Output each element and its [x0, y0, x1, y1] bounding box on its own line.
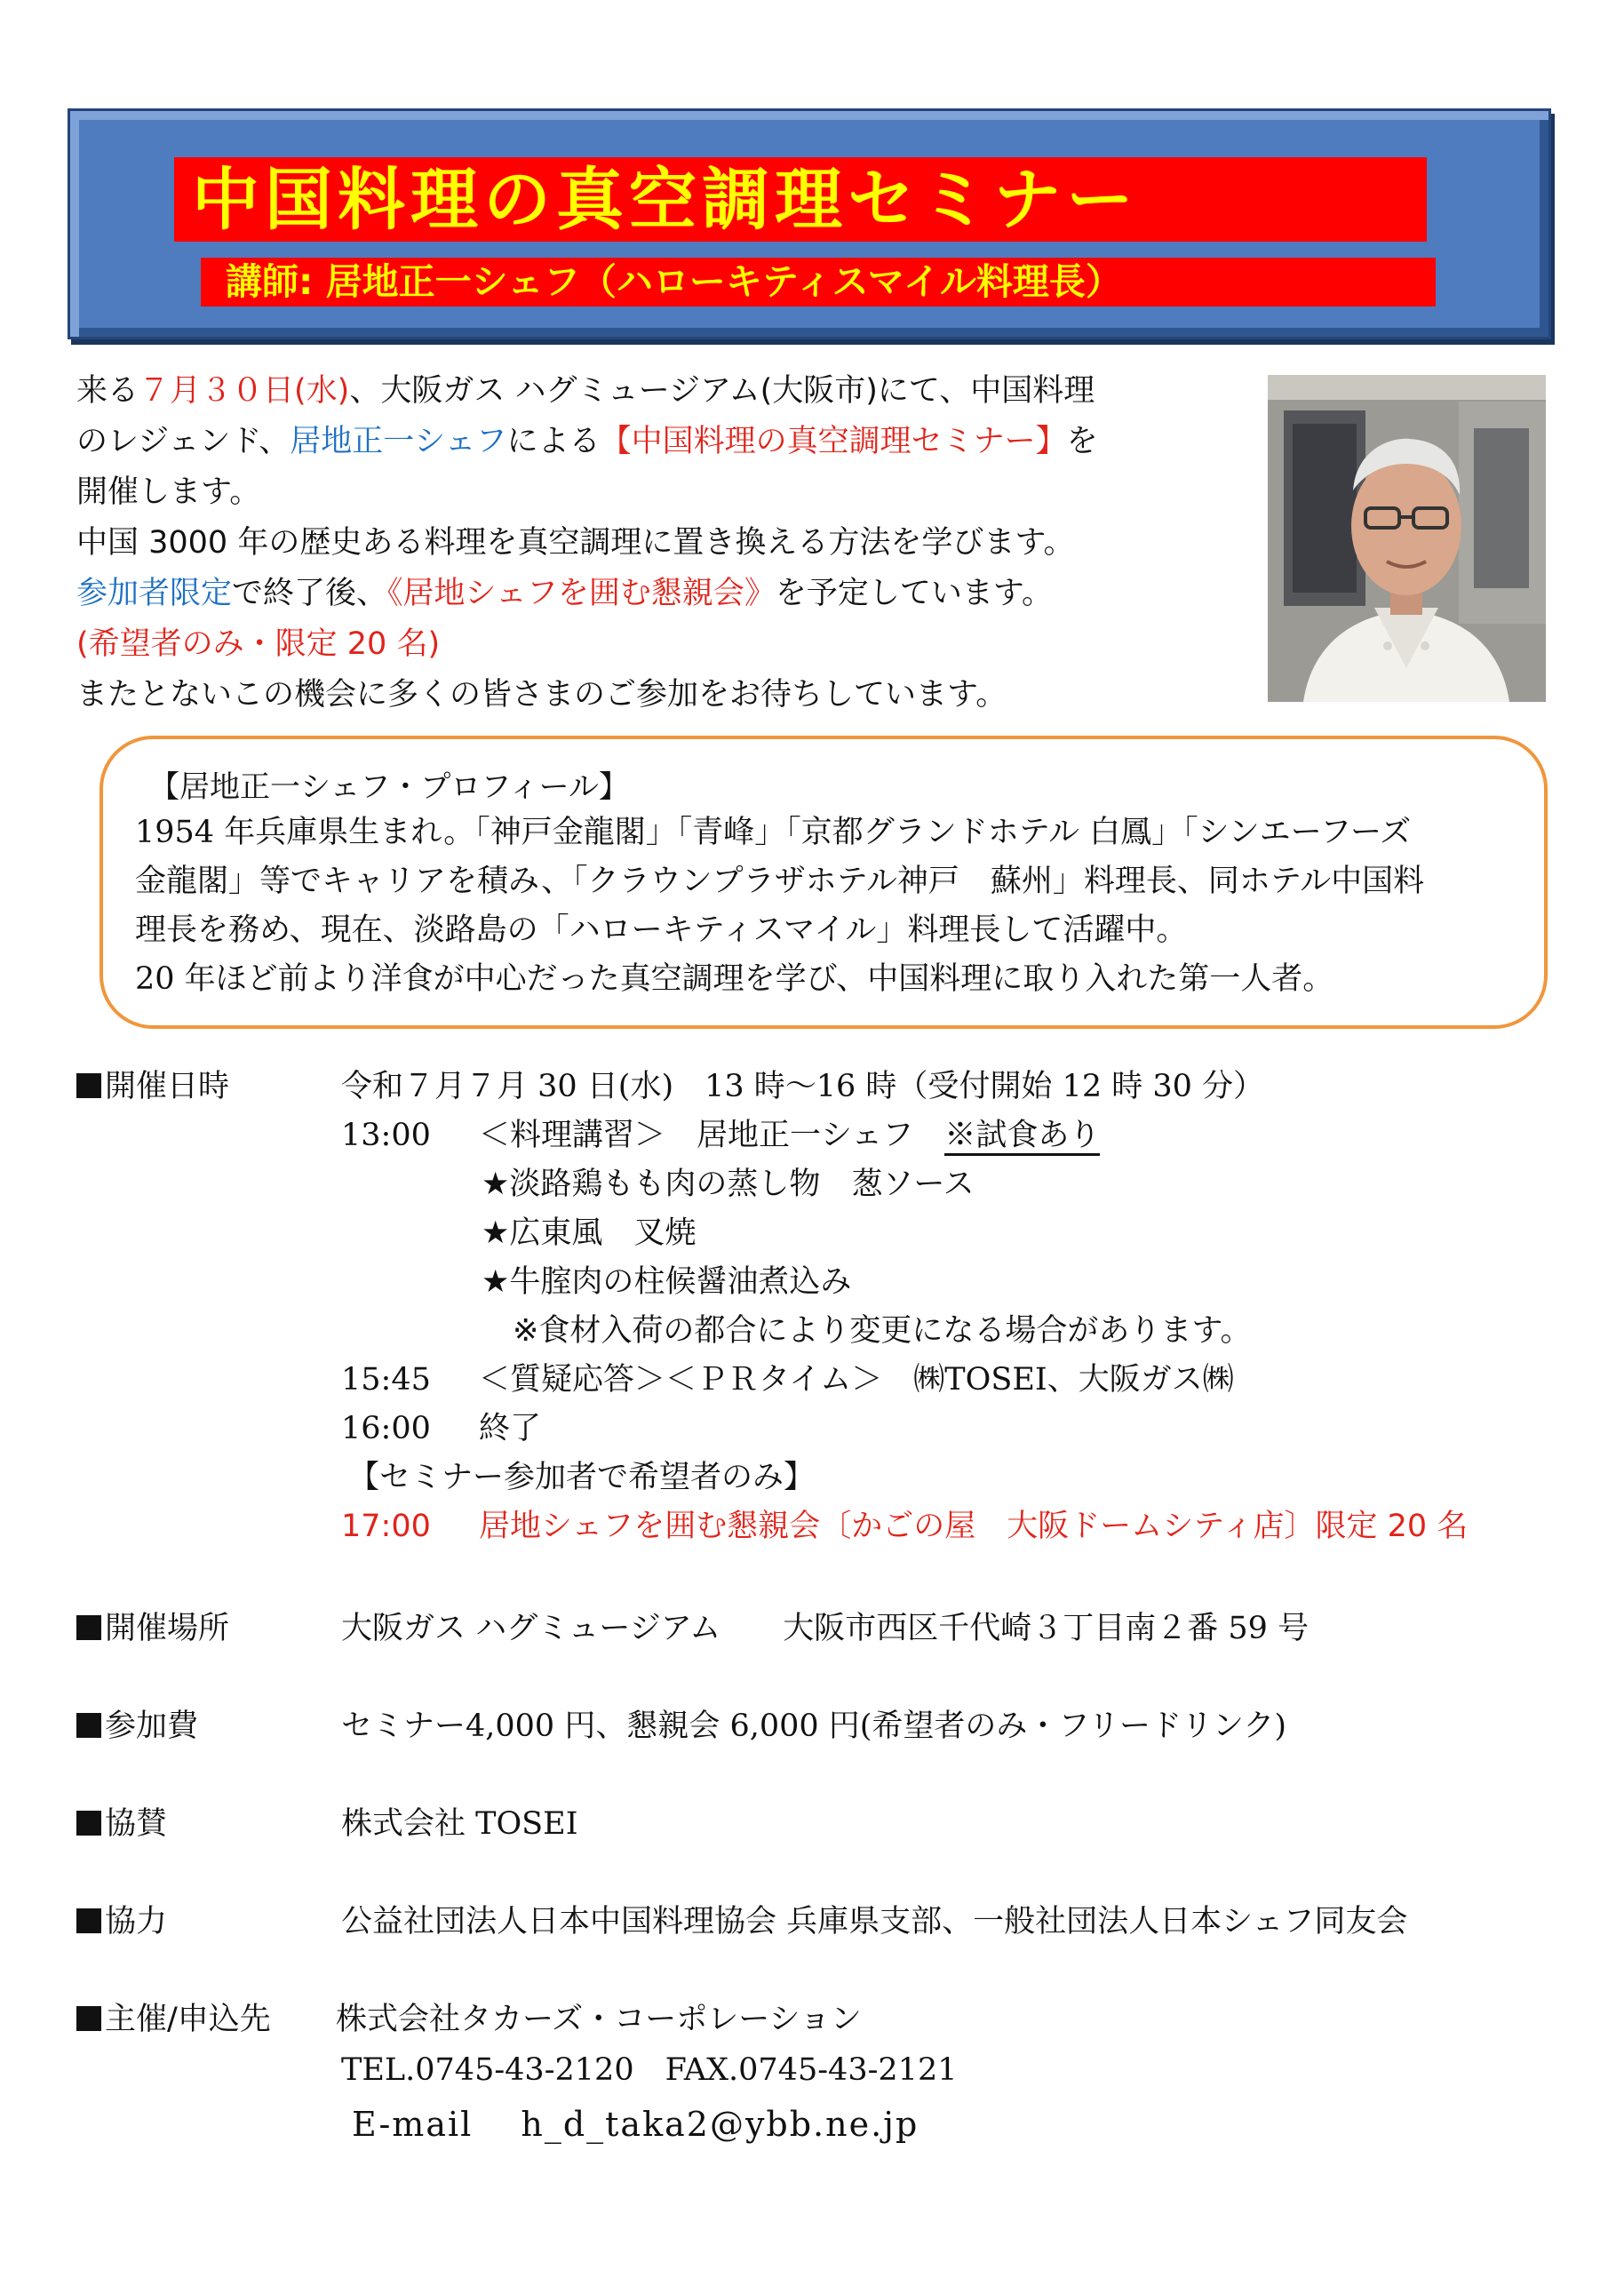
schedule-time: 13:00	[341, 1118, 431, 1153]
bullet-square-icon	[76, 1713, 101, 1738]
profile-line-3: 理長を務め、現在、淡路島の「ハローキティスマイル」料理長して活躍中。	[135, 912, 1188, 948]
intro-line-4: 中国 3000 年の歴史ある料理を真空調理に置き換える方法を学びます。	[76, 525, 1075, 561]
coop-value: 公益社団法人日本中国料理協会 兵庫県支部、一般社団法人日本シェフ同友会	[341, 1904, 1408, 1940]
profile-line-4: 20 年ほど前より洋食が中心だった真空調理を学び、中国料理に取り入れた第一人者。	[135, 961, 1334, 997]
intro-text: を予定しています。	[775, 576, 1054, 611]
reception-text: 居地シェフを囲む懇親会〔かごの屋 大阪ドームシティ店〕限定 20 名	[479, 1509, 1469, 1544]
event-date: ７月３０日(水)	[139, 373, 350, 409]
profile-heading: 【居地正一シェフ・プロフィール】	[149, 769, 629, 805]
chef-name: 居地正一シェフ	[290, 424, 507, 459]
date-value: 令和７月７月 30 日(水) 13 時～16 時（受付開始 12 時 30 分）	[341, 1069, 1264, 1104]
host-value: 株式会社タカーズ・コーポレーション	[336, 2002, 862, 2037]
bullet-square-icon	[76, 2006, 101, 2031]
label-text: 協賛	[105, 1806, 168, 1842]
intro-line-6: (希望者のみ・限定 20 名)	[76, 626, 441, 662]
label-text: 主催/申込先	[105, 2002, 271, 2037]
intro-text: を	[1066, 424, 1098, 459]
intro-text: 、大阪ガス ハグミュージアム(大阪市)にて、中国料理	[349, 373, 1095, 409]
schedule-time: 16:00	[341, 1411, 431, 1446]
lecturer-line: 講師: 居地正一シェフ（ハローキティスマイル料理長）	[226, 260, 1122, 303]
schedule-text: 終了	[479, 1411, 542, 1446]
intro-line-5	[76, 569, 1258, 619]
title-box	[174, 157, 1427, 242]
intro-text: のレジェンド、	[76, 424, 291, 459]
menu-item-2: ★広東風 叉焼	[482, 1215, 697, 1251]
lecturer-box	[201, 258, 1436, 307]
schedule-time: 15:45	[341, 1362, 431, 1398]
label-text: 開催場所	[105, 1611, 230, 1646]
intro-text: 来る	[76, 373, 139, 409]
intro-line-7: またとないこの機会に多くの皆さまのご参加をお待ちしています。	[76, 677, 1007, 713]
intro-line-2	[76, 417, 1258, 467]
label-text: 協力	[105, 1904, 168, 1940]
reception-row	[341, 1501, 1468, 1546]
schedule-row-3	[341, 1404, 541, 1448]
schedule-text: ＜質疑応答＞＜ＰＲタイム＞ ㈱TOSEI、大阪ガス㈱	[479, 1362, 1234, 1398]
reception-note: 【セミナー参加者で希望者のみ】	[348, 1460, 816, 1495]
bullet-square-icon	[76, 1811, 101, 1836]
venue-value: 大阪ガス ハグミュージアム 大阪市西区千代崎３丁目南２番 59 号	[341, 1611, 1310, 1646]
bullet-square-icon	[76, 1615, 101, 1640]
schedule-text: ＜料理講習＞ 居地正一シェフ	[479, 1118, 945, 1153]
profile-line-1: 1954 年兵庫県生まれ。「神戸金龍閣」「青峰」「京都グランドホテル 白鳳」「シンエーフーズ	[135, 815, 1412, 850]
venue-label	[76, 1604, 229, 1648]
contact-email[interactable]: E-mail h_d_taka2@ybb.ne.jp	[352, 2105, 919, 2144]
menu-item-1: ★淡路鶏もも肉の蒸し物 葱ソース	[482, 1167, 975, 1202]
participants-only: 参加者限定	[76, 576, 233, 611]
host-label	[76, 1995, 271, 2039]
sponsor-label	[76, 1799, 167, 1844]
menu-note: ※食材入荷の都合により変更になる場合があります。	[482, 1313, 1252, 1349]
date-label	[76, 1062, 229, 1106]
menu-item-3: ★牛腟肉の柱候醤油煮込み	[482, 1264, 852, 1300]
profile-line-2: 金龍閣」等でキャリアを積み、「クラウンプラザホテル神戸 蘇州」料理長、同ホテル中国料	[135, 864, 1425, 899]
schedule-row-1	[341, 1111, 1100, 1155]
bullet-square-icon	[76, 1073, 101, 1098]
seminar-title: 【中国料理の真空調理セミナー】	[600, 424, 1067, 459]
coop-label	[76, 1897, 167, 1941]
label-text: 開催日時	[105, 1069, 230, 1104]
intro-line-1	[76, 366, 1258, 417]
profile-text	[135, 808, 1521, 1004]
reception-time: 17:00	[341, 1509, 431, 1544]
fee-value: セミナー4,000 円、懇親会 6,000 円(希望者のみ・フリードリンク)	[341, 1709, 1286, 1744]
chef-photo	[1268, 375, 1546, 702]
intro-paragraph	[76, 366, 1258, 721]
contact-tel-fax: TEL.0745-43-2120 FAX.0745-43-2121	[341, 2052, 958, 2088]
schedule-row-2	[341, 1355, 1234, 1399]
sponsor-value: 株式会社 TOSEI	[341, 1806, 578, 1842]
fee-label	[76, 1701, 198, 1746]
tasting-note: ※試食あり	[944, 1118, 1100, 1156]
intro-line-3: 開催します。	[76, 474, 261, 510]
intro-text: による	[506, 424, 601, 459]
intro-text: で終了後、	[232, 576, 388, 611]
reception-event: 《居地シェフを囲む懇親会》	[387, 576, 776, 611]
page-title: 中国料理の真空調理セミナー	[192, 159, 1139, 239]
bullet-square-icon	[76, 1908, 101, 1933]
label-text: 参加費	[105, 1709, 199, 1744]
